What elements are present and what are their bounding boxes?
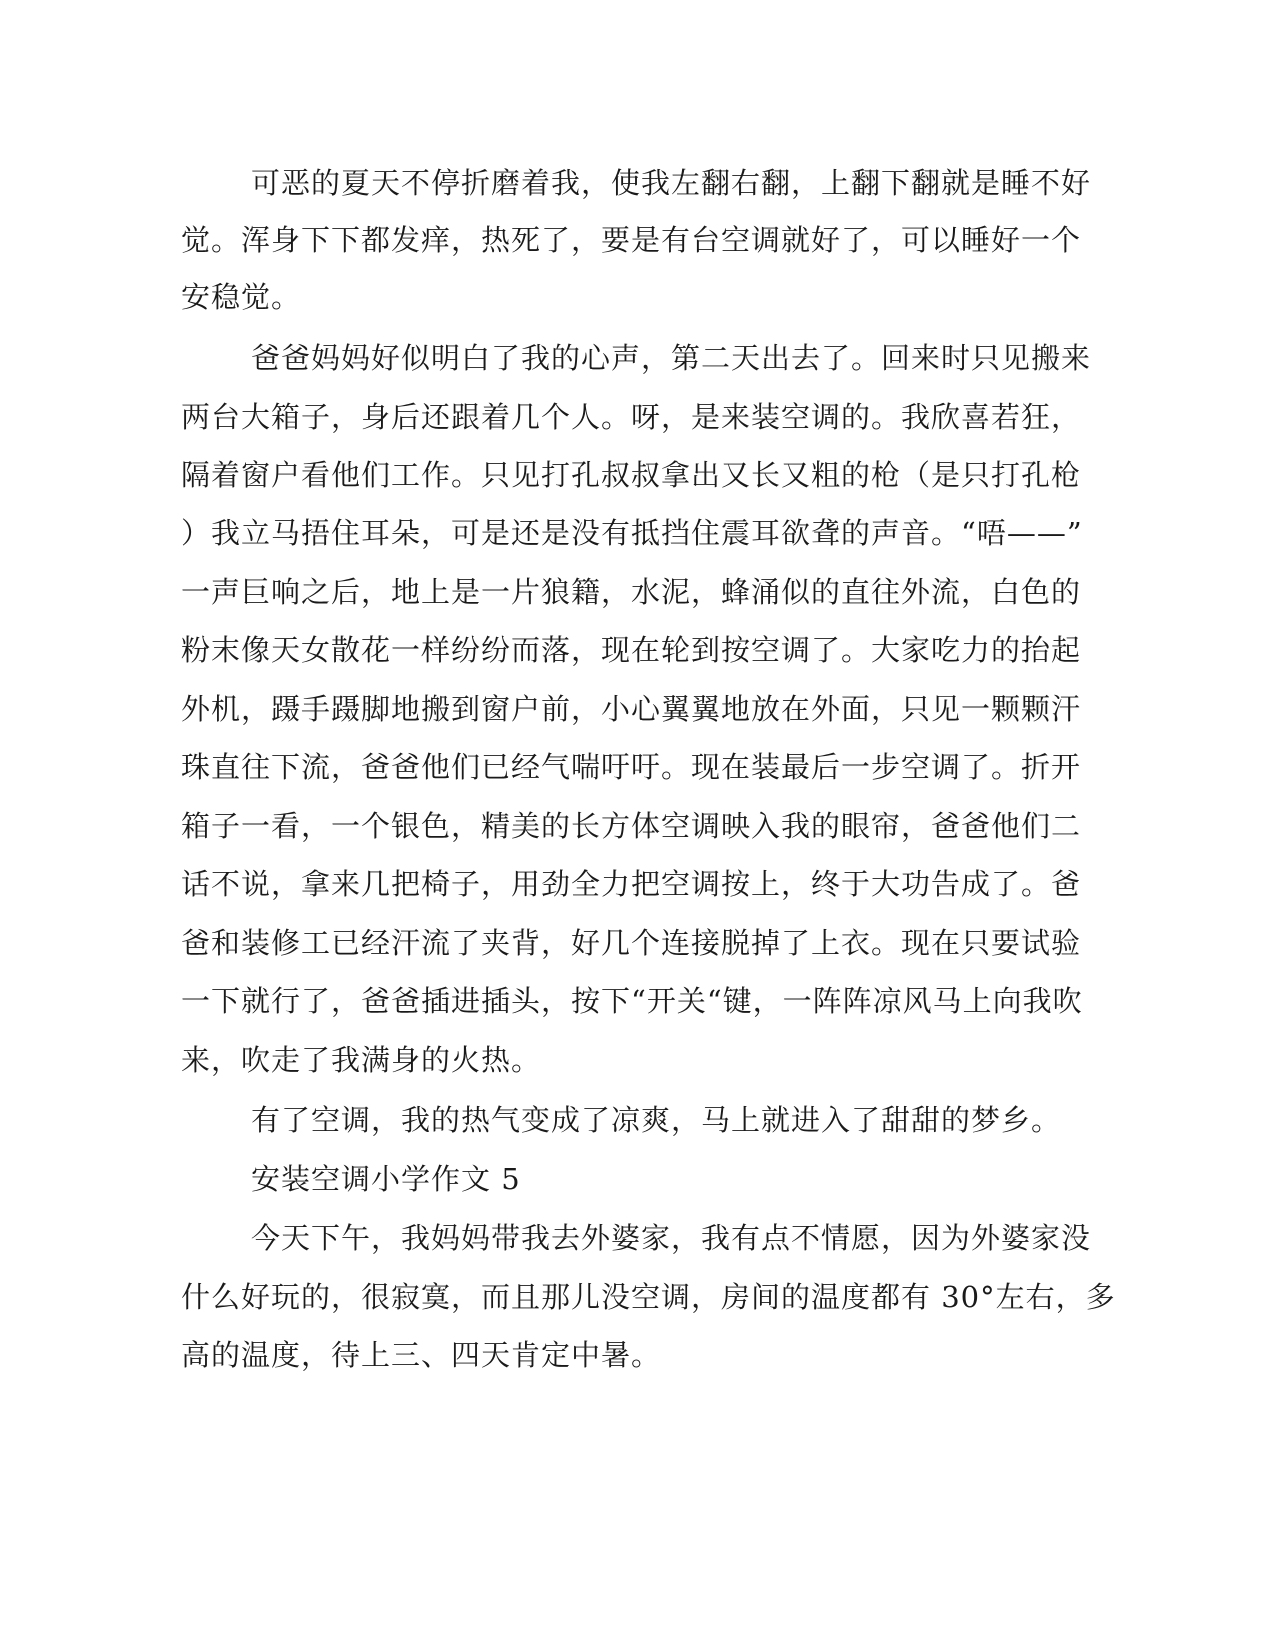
text-line: 外机，蹑手蹑脚地搬到窗户前，小心翼翼地放在外面，只见一颗颗汗 (181, 692, 1082, 726)
text-line: ）我立马捂住耳朵，可是还是没有抵挡住震耳欲聋的声音。“唔——” (181, 516, 1083, 550)
text-line: 什么好玩的，很寂寞，而且那儿没空调，房间的温度都有 30°左右，多 (181, 1280, 1116, 1314)
text-line: 粉末像天女散花一样纷纷而落，现在轮到按空调了。大家吃力的抬起 (181, 633, 1082, 667)
text-line: 有了空调，我的热气变成了凉爽，马上就进入了甜甜的梦乡。 (251, 1103, 1062, 1137)
text-line: 珠直往下流，爸爸他们已经气喘吁吁。现在装最后一步空调了。折开 (181, 750, 1082, 784)
text-line: 爸和装修工已经汗流了夹背，好几个连接脱掉了上衣。现在只要试验 (181, 926, 1082, 960)
text-line: 话不说，拿来几把椅子，用劲全力把空调按上，终于大功告成了。爸 (181, 867, 1082, 901)
text-line: 箱子一看，一个银色，精美的长方体空调映入我的眼帘，爸爸他们二 (181, 809, 1082, 843)
text-line: 高的温度，待上三、四天肯定中暑。 (181, 1338, 662, 1372)
text-line: 可恶的夏天不停折磨着我，使我左翻右翻，上翻下翻就是睡不好 (251, 166, 1092, 200)
text-line: 觉。浑身下下都发痒，热死了，要是有台空调就好了，可以睡好一个 (181, 223, 1082, 257)
text-line: 两台大箱子，身后还跟着几个人。呀，是来装空调的。我欣喜若狂， (181, 400, 1082, 434)
text-line: 安稳觉。 (181, 280, 302, 314)
text-line: 一声巨响之后，地上是一片狼籍，水泥，蜂涌似的直往外流，白色的 (181, 575, 1082, 609)
text-line: 爸爸妈妈好似明白了我的心声，第二天出去了。回来时只见搬来 (251, 341, 1092, 375)
section-heading: 安装空调小学作文 5 (251, 1162, 521, 1196)
text-line: 今天下午，我妈妈带我去外婆家，我有点不情愿，因为外婆家没 (251, 1221, 1092, 1255)
text-line: 来，吹走了我满身的火热。 (181, 1043, 542, 1077)
text-line: 一下就行了，爸爸插进插头，按下“开关“键，一阵阵凉风马上向我吹 (181, 984, 1083, 1018)
text-line: 隔着窗户看他们工作。只见打孔叔叔拿出又长又粗的枪（是只打孔枪 (181, 458, 1082, 492)
